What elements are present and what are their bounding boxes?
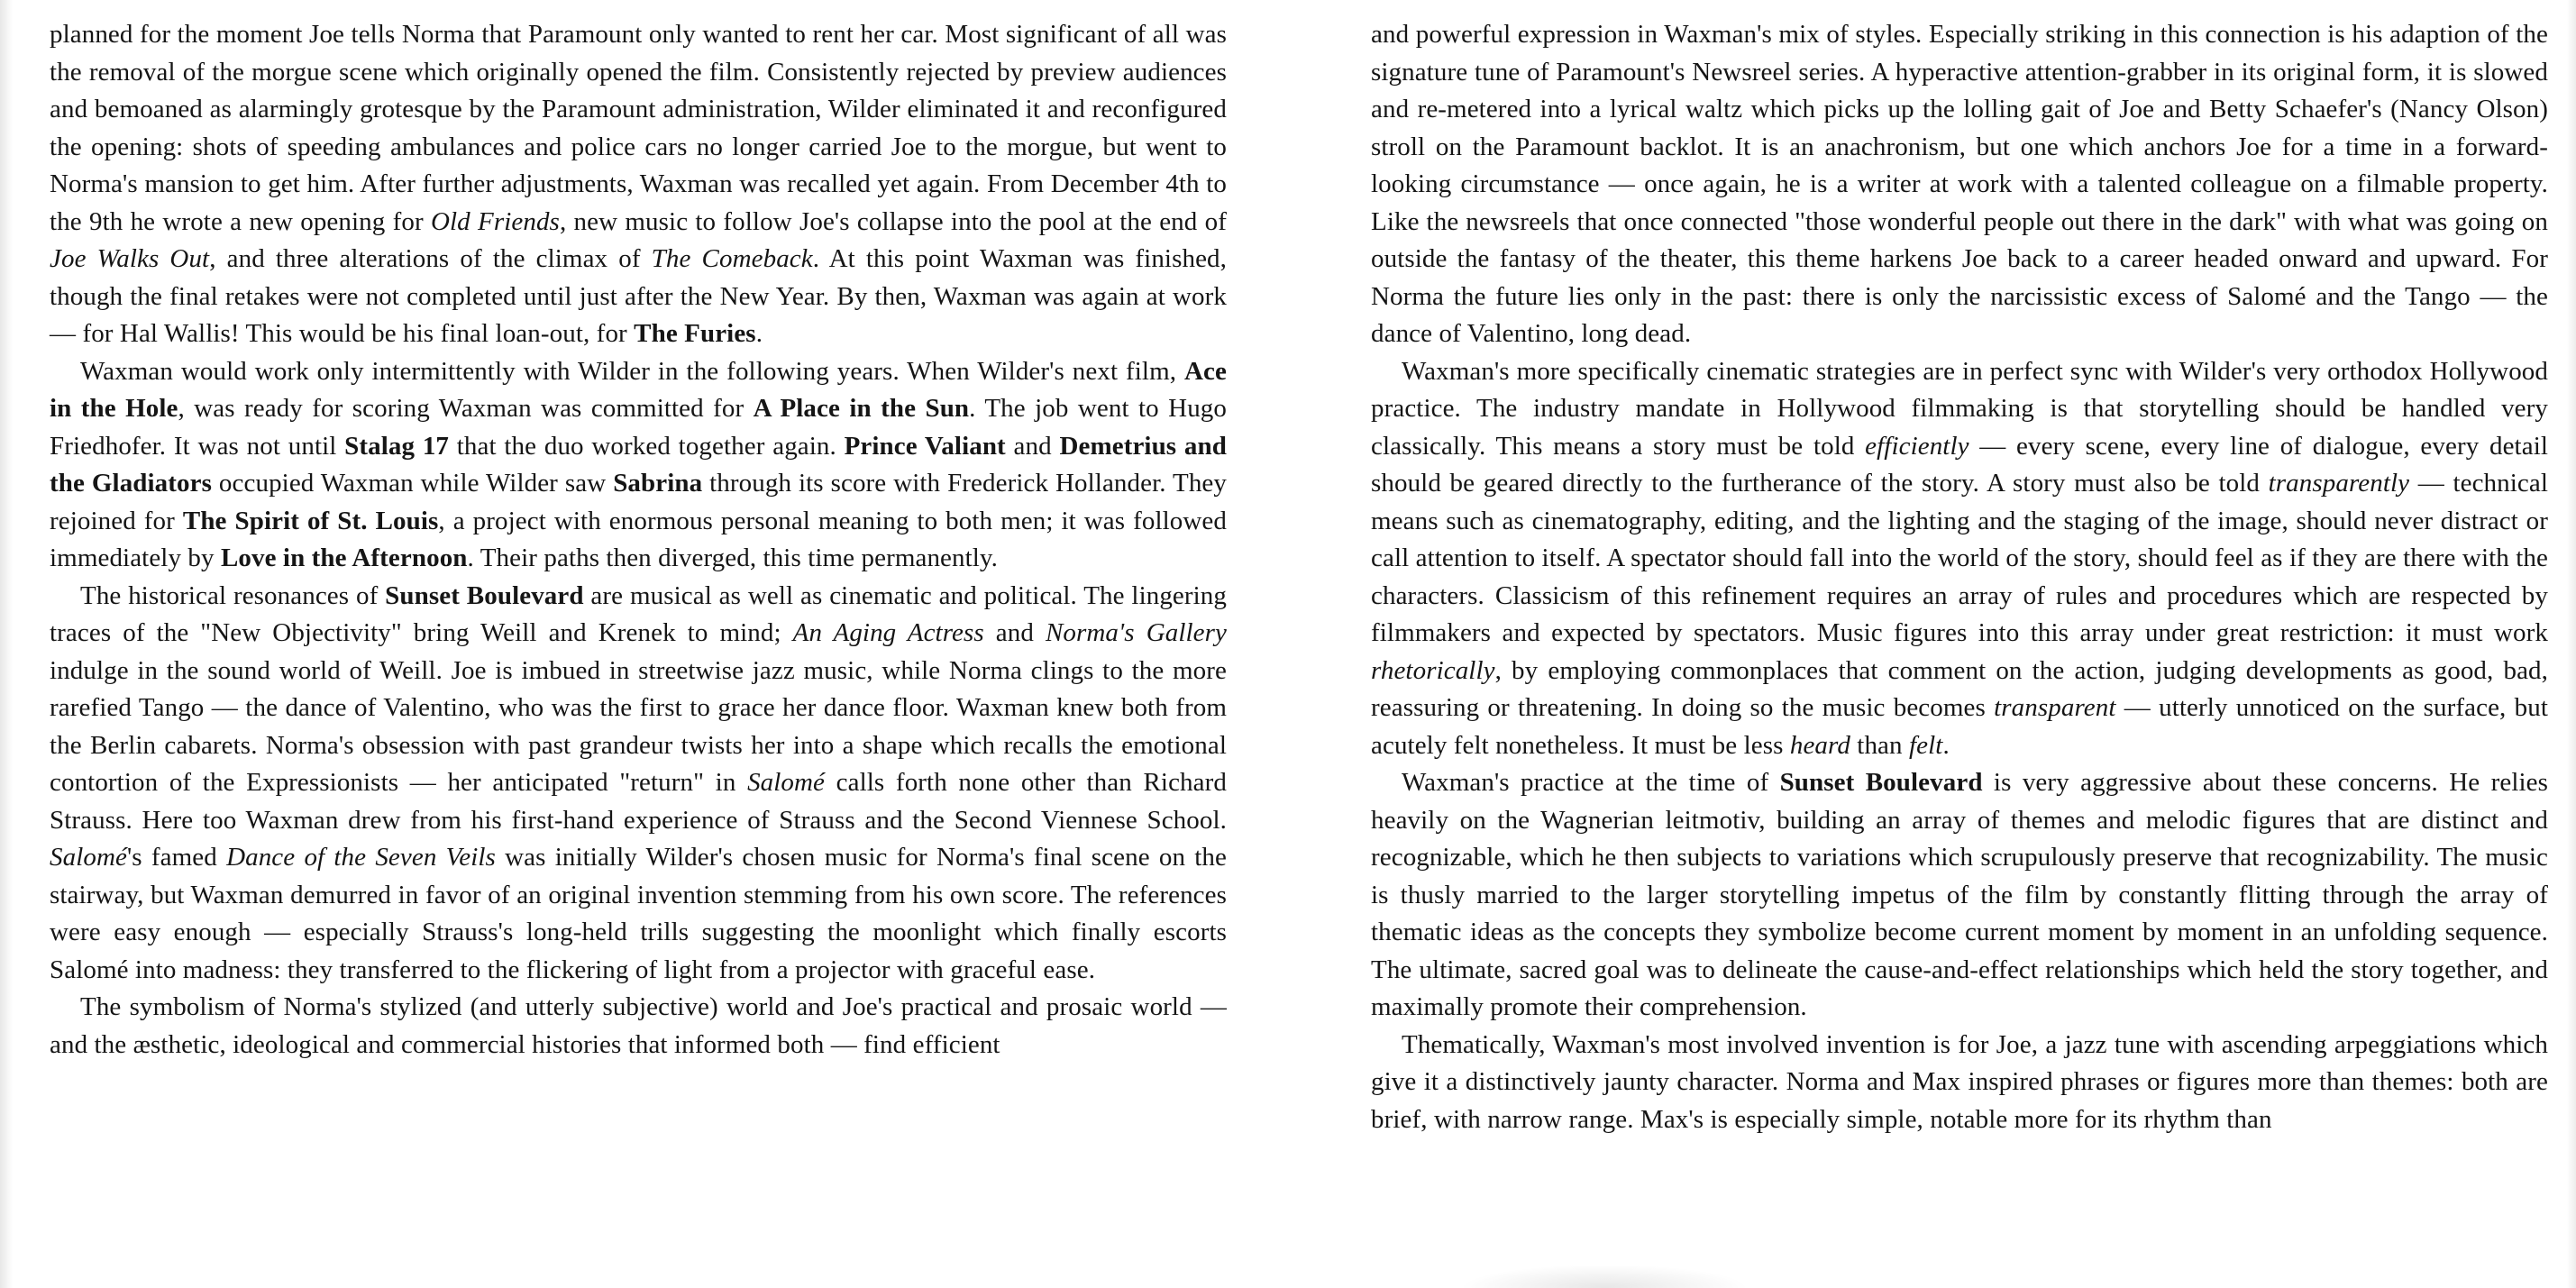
body-text: . Their paths then diverged, this time permanently.	[467, 544, 999, 572]
emphasis-text: Old Friends	[430, 206, 560, 236]
body-text: — every scene, every line of dialogue, every detail should be geared directly to the furtherance of the story. A story must also be told	[1371, 431, 2549, 498]
body-text: Waxman's more specifically cinematic strategies are in perfect sync with Wilder's very orthodox Hollywood practice. The industry mandate in Hollywood filmmaking is that storytelling should be handled very classically. This means a story must be told	[1371, 356, 2548, 461]
page-edge-shading-left	[0, 0, 13, 1288]
body-text: occupied Waxman while Wilder saw	[212, 469, 614, 498]
body-text: was initially Wilder's chosen music for Norma's final scene on the stairway, but Waxman demurred in favor of an original invention stemming from his own score. The references were easy enough — especially Strauss's long-held trills suggesting the moonlight which finally escorts Salomé into madness: they transferred to the flickering of light from a projector with graceful ease.	[50, 843, 1227, 984]
paragraph	[1371, 1027, 2548, 1139]
emphasis-text: transparently	[2268, 469, 2410, 498]
body-text: .	[755, 319, 763, 348]
emphasis-text: transparent	[1994, 693, 2116, 722]
emphasis-text: Salomé	[50, 843, 127, 872]
film-title: The Furies	[634, 319, 756, 348]
body-text: Waxman's practice at the time of	[1402, 768, 1780, 797]
body-text: and	[1005, 431, 1060, 461]
paragraph	[1371, 353, 2548, 765]
page-edge-shading-right	[2567, 0, 2576, 1288]
body-text: calls forth none other than Richard Strauss. Here too Waxman drew from his first-hand experience of Strauss and the Second Viennese School.	[50, 768, 1227, 835]
body-text: , new music to follow Joe's collapse into the pool at the end of	[559, 206, 1227, 236]
body-text: . At this point Waxman was finished, though the final retakes were not completed until just after the New Year. By then, Waxman was again at work — for Hal Wallis! This would be his final loan-out, for	[50, 244, 1228, 348]
film-title: The Spirit of St. Louis	[182, 506, 439, 535]
emphasis-text: rhetorically	[1371, 655, 1495, 685]
body-text: — utterly unnoticed on the surface, but acutely felt nonetheless. It must be less	[1371, 693, 2548, 760]
body-text: planned for the moment Joe tells Norma that Paramount only wanted to rent her car. Most significant of all was the removal of the morgue scene which originally opened the film. Consistently rejected by preview audiences and bemoaned as alarmingly grotesque by the Paramount administration, Wilder eliminated it and reconfigured the opening: shots of speeding ambulances and police cars no longer carried Joe to the morgue, but went to Norma's mansion to get him. After further adjustments, Waxman was recalled yet again. From December 4th to the 9th he wrote a new opening for	[50, 20, 1227, 236]
body-text: , a project with enormous personal meaning to both men; it was followed immediately by	[50, 506, 1227, 572]
emphasis-text: Joe Walks Out	[50, 244, 210, 273]
text-column-right	[1371, 16, 2548, 1288]
body-text: through its score with Frederick Hollander. They rejoined for	[50, 469, 1227, 535]
body-text: The symbolism of Norma's stylized (and utterly subjective) world and Joe's practical and prosaic world — and the æsthetic, ideological and commercial histories that informed both — find efficient	[50, 992, 1227, 1059]
film-title: Prince Valiant	[844, 431, 1006, 461]
body-text: indulge in the sound world of Weill. Joe is imbued in streetwise jazz music, while Norma clings to the more rarefied Tango — the dance of Valentino, who was the first to grace her dance floor. Waxman knew both from the Berlin cabarets. Norma's obsession with past grandeur twists her into a shape which recalls the emotional contortion of the Expressionists — her anticipated "return" in	[50, 655, 1227, 797]
emphasis-text: heard	[1789, 730, 1850, 760]
emphasis-text: Salomé	[747, 768, 826, 797]
film-title: Stalag 17	[344, 431, 450, 461]
paragraph	[50, 578, 1227, 990]
emphasis-text: efficiently	[1865, 431, 1969, 461]
body-text: The historical resonances of	[80, 580, 386, 610]
film-title: Demetrius and the Gladiators	[50, 431, 1227, 498]
paragraph	[1371, 16, 2548, 353]
body-text: Waxman would work only intermittently with Wilder in the following years. When Wilder's next film,	[80, 356, 1184, 386]
body-text: , and three alterations of the climax of	[209, 244, 652, 273]
text-column-left	[50, 16, 1227, 1288]
body-text: — technical means such as cinematography, editing, and the lighting and the staging of the image, should never distract or call attention to itself. A spectator should fall into the world of the story, should feel as if they are there with the characters. Classicism of this refinement requires an array of rules and procedures which are respected by filmmakers and expected by spectators. Music figures into this array under great restriction: it must work	[1371, 469, 2548, 647]
emphasis-text: An Aging Actress	[792, 618, 984, 647]
body-text: than	[1850, 730, 1909, 760]
body-text: . The job went to Hugo Friedhofer. It was not until	[50, 394, 1227, 461]
film-title: Love in the Afternoon	[220, 544, 468, 572]
body-text: that the duo worked together again.	[449, 431, 845, 461]
paragraph	[1371, 764, 2548, 1027]
emphasis-text: Norma's Gallery	[1045, 618, 1227, 647]
film-title: Ace in the Hole	[50, 356, 1227, 423]
body-text: and	[983, 618, 1046, 647]
film-title: Sunset Boulevard	[1779, 768, 1983, 797]
film-title: A Place in the Sun	[753, 394, 970, 423]
body-text: 's famed	[126, 843, 227, 872]
emphasis-text: felt	[1908, 730, 1943, 760]
film-title: Sunset Boulevard	[385, 580, 584, 610]
body-text: , by employing commonplaces that comment on the action, judging developments as good, bad, reassuring or threatening. In doing so the music becomes	[1371, 655, 2548, 722]
emphasis-text: Dance of the Seven Veils	[226, 843, 496, 872]
body-text: Thematically, Waxman's most involved invention is for Joe, a jazz tune with ascending arpeggiations which give it a distinctively jaunty character. Norma and Max inspired phrases or figures more than themes: both are brief, with narrow range. Max's is especially simple, notable more for its rhythm than	[1371, 1029, 2548, 1134]
body-text: .	[1942, 730, 1950, 760]
paragraph	[50, 16, 1227, 353]
emphasis-text: The Comeback	[651, 244, 813, 273]
body-text: and powerful expression in Waxman's mix of styles. Especially striking in this connection is his adaption of the signature tune of Paramount's Newsreel series. A hyperactive attention-grabber in its original form, it is slowed and re-metered into a lyrical waltz which picks up the lolling gait of Joe and Betty Schaefer's (Nancy Olson) stroll on the Paramount backlot. It is an anachronism, but one which anchors Joe for a time in a forward-looking circumstance — once again, he is a writer at work with a talented colleague on a filmable property. Like the newsreels that once connected "those wonderful people out there in the dark" with what was going on outside the fantasy of the theater, this theme harkens Joe back to a career headed onward and upward. For Norma the future lies only in the past: there is only the narcissistic excess of Salomé and the Tango — the dance of Valentino, long dead.	[1371, 20, 2548, 348]
paragraph	[50, 989, 1227, 1064]
body-text: is very aggressive about these concerns. He relies heavily on the Wagnerian leitmotiv, building an array of themes and melodic figures that are distinct and recognizable, which he then subjects to variations which scrupulously preserve that recognizability. The music is thusly married to the larger storytelling impetus of the film by constantly flitting through the array of thematic ideas as the concepts they symbolize become current moment by moment in an unfolding sequence. The ultimate, sacred goal was to delineate the cause-and-effect relationships which held the story together, and maximally promote their comprehension.	[1371, 768, 2548, 1021]
body-text: are musical as well as cinematic and political. The lingering traces of the "New Objectivity" bring Weill and Krenek to mind;	[50, 580, 1228, 647]
body-text: , was ready for scoring Waxman was committed for	[178, 394, 754, 423]
film-title: Sabrina	[613, 469, 703, 498]
paragraph	[50, 353, 1227, 578]
